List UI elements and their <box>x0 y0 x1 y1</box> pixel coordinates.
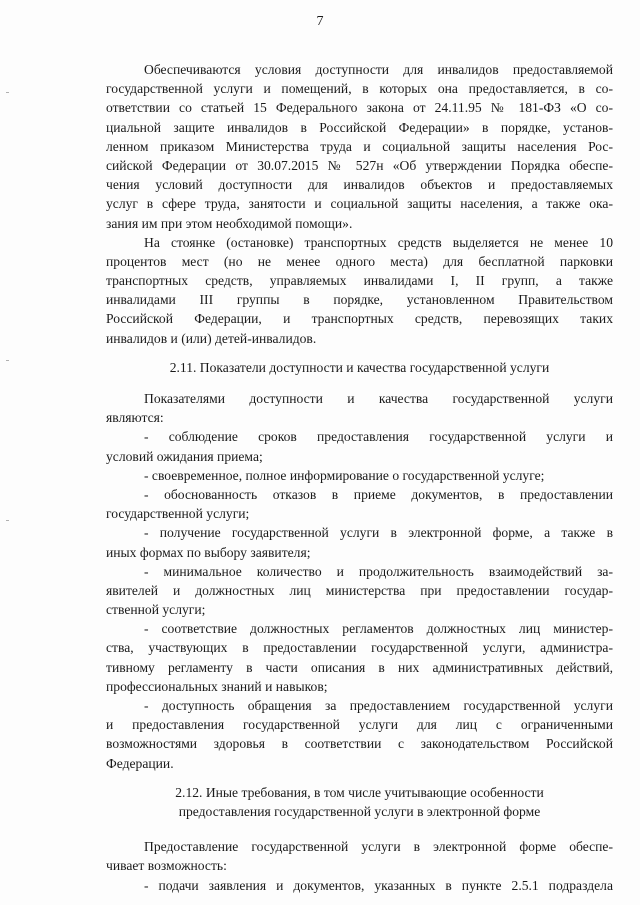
text-line: - обоснованность отказов в приеме документов, в предоставлении <box>144 486 613 502</box>
text-line: Федерации. <box>106 755 174 771</box>
text-line: государственной услуги; <box>106 506 250 522</box>
section-heading-2-12 <box>106 783 613 821</box>
page-number: 7 <box>316 14 324 29</box>
text-line: иных формах по выбору заявителя; <box>106 544 311 560</box>
text-line: ственной услуги; <box>106 602 206 618</box>
text-line: профессиональных знаний и навыков; <box>106 678 328 694</box>
document-body <box>106 60 613 895</box>
text-line: тивному регламенту в части описания в них административных действий, <box>106 659 613 675</box>
text-line: транспортных средств, управляемых инвалидами I, II групп, а также <box>106 273 613 289</box>
text-line: ответствии со статьей 15 Федерального закона от 24.11.95 № 181-ФЗ «О со- <box>106 100 613 116</box>
text-line: возможностями здоровья в соответствии с законодательством Российской <box>106 736 613 752</box>
section-heading-2-11: 2.11. Показатели доступности и качества государственной услуги <box>169 359 550 375</box>
text-line: циальной защите инвалидов в Российской Федерации» в порядке, установ- <box>106 119 613 135</box>
text-line: условий ожидания приема; <box>106 448 263 464</box>
text-line: инвалидами III группы в порядке, установленном Правительством <box>106 292 613 308</box>
list-item <box>106 562 613 620</box>
text-line: ленном приказом Министерства труда и социальной защиты населения Рос- <box>106 138 613 154</box>
text-line: государственной услуги и помещений, в которых она предоставляется, в со- <box>106 81 613 97</box>
list-item <box>106 696 613 773</box>
paragraph-indicators-intro <box>106 389 613 427</box>
heading-line: предоставления государственной услуги в электронной форме <box>178 803 541 819</box>
text-line: Обеспечиваются условия доступности для инвалидов предоставляемой <box>144 62 613 77</box>
heading-line: 2.12. Иные требования, в том числе учитывающие особенности <box>175 784 544 800</box>
text-line: Российской Федерации, и транспортных средств, перевозящих таких <box>106 311 613 327</box>
list-item <box>106 523 613 561</box>
text-line: - получение государственной услуги в электронной форме, а также в <box>144 525 613 541</box>
text-line: и предоставления государственной услуги для лиц с ограниченными <box>106 717 613 733</box>
text-line: услуг в сфере труда, занятости и социальной защиты населения, а также ока- <box>106 196 613 212</box>
text-line: зания им при этом необходимой помощи». <box>106 215 353 231</box>
text-line: инвалидов и (или) детей-инвалидов. <box>106 330 317 346</box>
text-line: - минимальное количество и продолжительность взаимодействий за- <box>144 563 613 579</box>
paragraph-accessibility-conditions <box>106 60 613 233</box>
scan-margin-mark <box>6 360 9 361</box>
list-item <box>106 427 613 465</box>
scan-margin-mark <box>6 520 9 521</box>
text-line: явителей и должностных лиц министерства при предоставлении государ- <box>106 582 613 598</box>
list-item <box>106 466 613 485</box>
electronic-items-list <box>106 876 613 895</box>
text-line: чивает возможность: <box>106 858 227 874</box>
text-line: являются: <box>106 410 164 426</box>
text-line: На стоянке (остановке) транспортных средств выделяется не менее 10 <box>144 234 613 250</box>
text-line: чения условий доступности для инвалидов объектов и предоставляемых <box>106 177 613 193</box>
text-line: - соответствие должностных регламентов должностных лиц министер- <box>144 621 613 637</box>
indicators-list <box>106 427 613 772</box>
text-line: Показателями доступности и качества государственной услуги <box>144 391 613 406</box>
text-line: Предоставление государственной услуги в электронной форме обеспе- <box>144 839 613 855</box>
text-line: - соблюдение сроков предоставления государственной услуги и <box>144 429 613 445</box>
list-item <box>106 485 613 523</box>
text-line: сийской Федерации от 30.07.2015 № 527н «Об утверждении Порядка обеспе- <box>106 157 613 173</box>
list-item <box>106 619 613 696</box>
paragraph-electronic-intro <box>106 837 613 875</box>
text-line: процентов мест (но не менее одного места) для бесплатной парковки <box>106 253 613 269</box>
list-item: - подачи заявления и документов, указанных в пункте 2.5.1 подраздела <box>144 877 613 893</box>
scan-margin-mark <box>6 92 9 93</box>
text-line: - своевременное, полное информирование о государственной услуге; <box>144 467 545 483</box>
text-line: ства, участвующих в предоставлении государственной услуги, администра- <box>106 640 613 656</box>
text-line: - доступность обращения за предоставлением государственной услуги <box>144 698 613 713</box>
paragraph-parking <box>106 233 613 348</box>
